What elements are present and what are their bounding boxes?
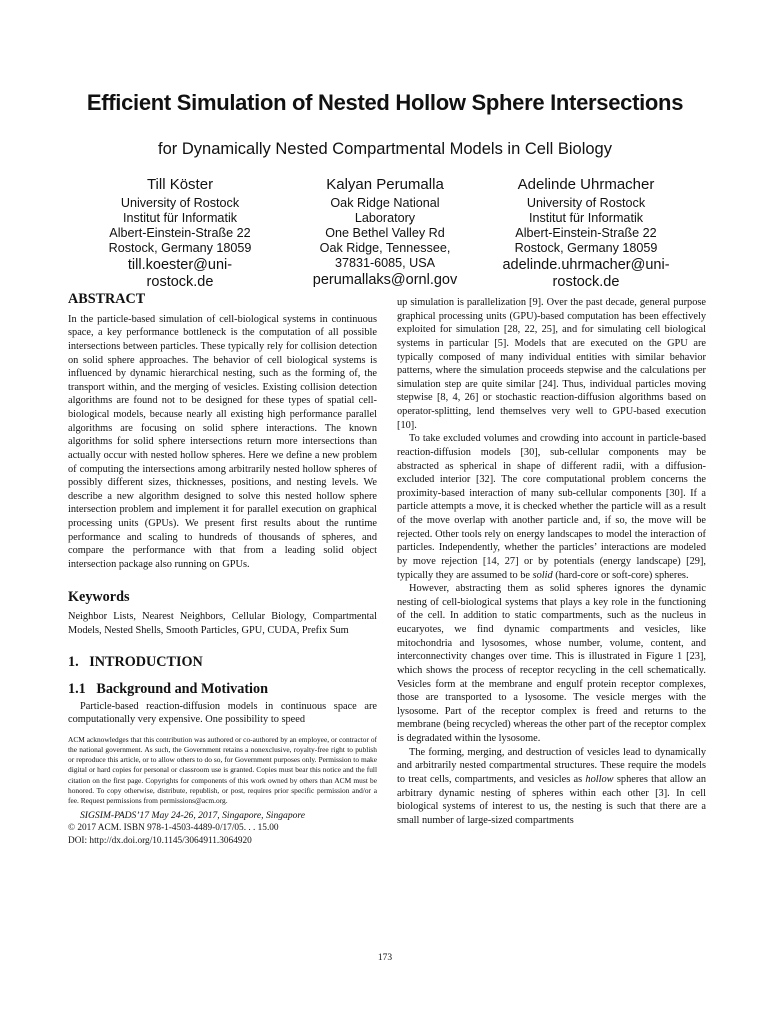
author-block [70, 175, 290, 290]
author-affiliation-line: Laboratory [354, 211, 416, 225]
author-affiliation-line: 37831-6085, USA [334, 256, 436, 270]
author-affiliation-line: Oak Ridge National [330, 196, 440, 210]
left-column [68, 293, 377, 848]
body-paragraph [397, 432, 706, 582]
conference-info: SIGSIM-PADS’17 May 24-26, 2017, Singapore, Singapore [80, 810, 306, 822]
author-affiliation-line: University of Rostock [120, 196, 240, 210]
author-affiliation-line: University of Rostock [526, 196, 646, 210]
author-affiliation-line: Institut für Informatik [122, 211, 238, 225]
keywords-heading: Keywords [68, 588, 130, 605]
author-block [476, 175, 696, 290]
body-paragraph: up simulation is parallelization [9]. Over the past decade, general purpose graphical processing units (GPU)-based computation has been effectively exploited for simulation [28, 22, 25], and for simulating cell biological systems in particular [5]. Models that are executed on the GPU are typically composed of many individual entities with similar behavior patterns, where the simulation proceeds stepwise and the calculations per simulation step are quite similar [24]. Thus, individual particles moving stepwise [8, 4, 26] or stochastic reaction-diffusion algorithms based on operator-splitting, lend themselves very well to GPU-based execution [10]. [397, 297, 706, 431]
section-heading-introduction: 1. INTRODUCTION [68, 654, 203, 671]
abstract-heading: ABSTRACT [68, 291, 146, 307]
doi-line: DOI: http://dx.doi.org/10.1145/3064911.3064920 [68, 836, 252, 847]
paper-title: Efficient Simulation of Nested Hollow Sphere Intersections [86, 90, 684, 115]
paper-subtitle: for Dynamically Nested Compartmental Models in Cell Biology [158, 140, 612, 158]
author-block [275, 175, 495, 288]
emphasis-solid: solid [532, 569, 553, 581]
author-name: Till Köster [146, 176, 214, 193]
page-number: 173 [377, 953, 393, 963]
author-email: perumallaks@ornl.gov [312, 272, 458, 288]
emphasis-hollow: hollow [585, 773, 614, 785]
author-affiliation-line: Institut für Informatik [528, 211, 644, 225]
author-email: adelinde.uhrmacher@uni- [502, 257, 670, 273]
author-affiliation-line: Rostock, Germany 18059 [108, 241, 252, 255]
author-email: till.koester@uni- [127, 257, 233, 273]
body-text: To take excluded volumes and crowding into account in particle-based reaction-diffusion models [30], sub-cellular components may be abstracted as spherical in shape of different radii, with a diffusion-excluded interior [32]. The core computational problem concerns the proximity-based interaction of many sub-cellular components [30]. If a particle attempts a move, it is checked whether the particle will as a result of the move overlap with another particle and, if so, the move will be rejected. Other tools rely on energy landscapes to model the interaction of particles. Independently, whether the particles’ interactions are modeled by move rejection [14, 27] or by potentials (energy landscape) [29], typically they are assumed to be [397, 433, 706, 581]
intro-text: Particle-based reaction-diffusion models in continuous space are computationally very expensive. One possibility to speed [68, 700, 377, 726]
copyright-line: © 2017 ACM. ISBN 978-1-4503-4489-0/17/05. . . 15.00 [68, 823, 279, 834]
abstract-text: In the particle-based simulation of cell-biological systems in continuous space, a key performance bottleneck is the computation of all possible intersections between particles. These typically rely for collision detection on solid sphere approaches. The behavior of cell biological systems is influenced by dynamic hierarchical nesting, such as the forming of, the transport within, and the merging of vesicles. Existing collision detection algorithms are found not to be designed for these types of spatial cell-biological models, because nearly all existing high performance parallel algorithms are focusing on solid sphere interactions. The known algorithms for solid sphere intersections return more intersections than actually occur with nested hollow spheres. Here we define a new problem of computing the intersections among arbitrarily nested hollow spheres of possibly different sizes, thicknesses, positions, and nesting levels. We describe a new algorithm designed to solve this nested hollow sphere intersection problem and implement it for parallel execution on graphical processing units (GPUs). We present first results about the runtime performance and scaling to hundreds of thousands of spheres, and compare the performance with that from a leading solid object intersection package also running on GPUs. [68, 313, 377, 570]
acm-copyright-notice: ACM acknowledges that this contribution was authored or co-authored by an employee, or contractor of the national government. As such, the Government retains a nonexclusive, royalty-free right to publish or reproduce this article, or to allow others to do so, for Government purposes only. Permission to make digital or hard copies for personal or classroom use is granted. Copies must bear this notice and the full citation on the first page. Copyrights for components of this work owned by others than ACM must be honored. To copy otherwise, distribute, republish, or post, requires prior specific permission and/or a fee. Request permissions from permissions@acm.org. [68, 734, 377, 806]
body-text: (hard-core or soft-core) spheres. [552, 569, 689, 581]
body-text: The forming, merging, and destruction of vesicles lead to dynamically and arbitrarily nested compartmental structures. These require the models to treat cells, compartments, and vesicles as [397, 746, 706, 785]
subsection-heading-background: 1.1 Background and Motivation [68, 681, 268, 697]
author-email-cont: rostock.de [552, 274, 620, 290]
author-affiliation-line: Oak Ridge, Tennessee, [319, 241, 451, 255]
body-text: spheres that allow an arbitrary dynamic nesting of spheres within each other [3]. In cell biological systems of interest to us, the nesting is such that there are a small number of large-sized compartments [397, 773, 706, 826]
body-paragraph [397, 746, 706, 828]
author-name: Kalyan Perumalla [326, 176, 444, 193]
author-affiliation-line: Rostock, Germany 18059 [514, 241, 658, 255]
author-affiliation-line: Albert-Einstein-Straße 22 [109, 226, 251, 240]
author-email-cont: rostock.de [146, 274, 214, 290]
keywords-text: Neighbor Lists, Nearest Neighbors, Cellular Biology, Compartmental Models, Nested Shells, Smooth Particles, GPU, CUDA, Prefix Sum [68, 611, 377, 636]
author-affiliation-line: Albert-Einstein-Straße 22 [515, 226, 657, 240]
author-name: Adelinde Uhrmacher [517, 176, 655, 193]
author-affiliation-line: One Bethel Valley Rd [325, 226, 445, 240]
body-paragraph: However, abstracting them as solid spheres ignores the dynamic nesting of cell-biological systems that plays a key role in the functioning of the cell. In addition to static compartments, such as the nucleus in eucaryotes, we find dynamic compartments and vesicles, like mitochondria and lysosomes, whose number, volume, content, and interconnectivity changes over time. This is illustrated in Figure 1 [23], which shows the process of receptor recycling in the cell schematically. Vesicles form at the membrane and engulf protein receptor complexes, those are transported to a lysosome. The vesicle merges with the lysosome. Part of the receptor complex is freed and returns to the membrane (being recycled) whereas the other part of the receptor complex is degradated within the lysosome. [397, 583, 707, 744]
right-column [397, 296, 706, 827]
